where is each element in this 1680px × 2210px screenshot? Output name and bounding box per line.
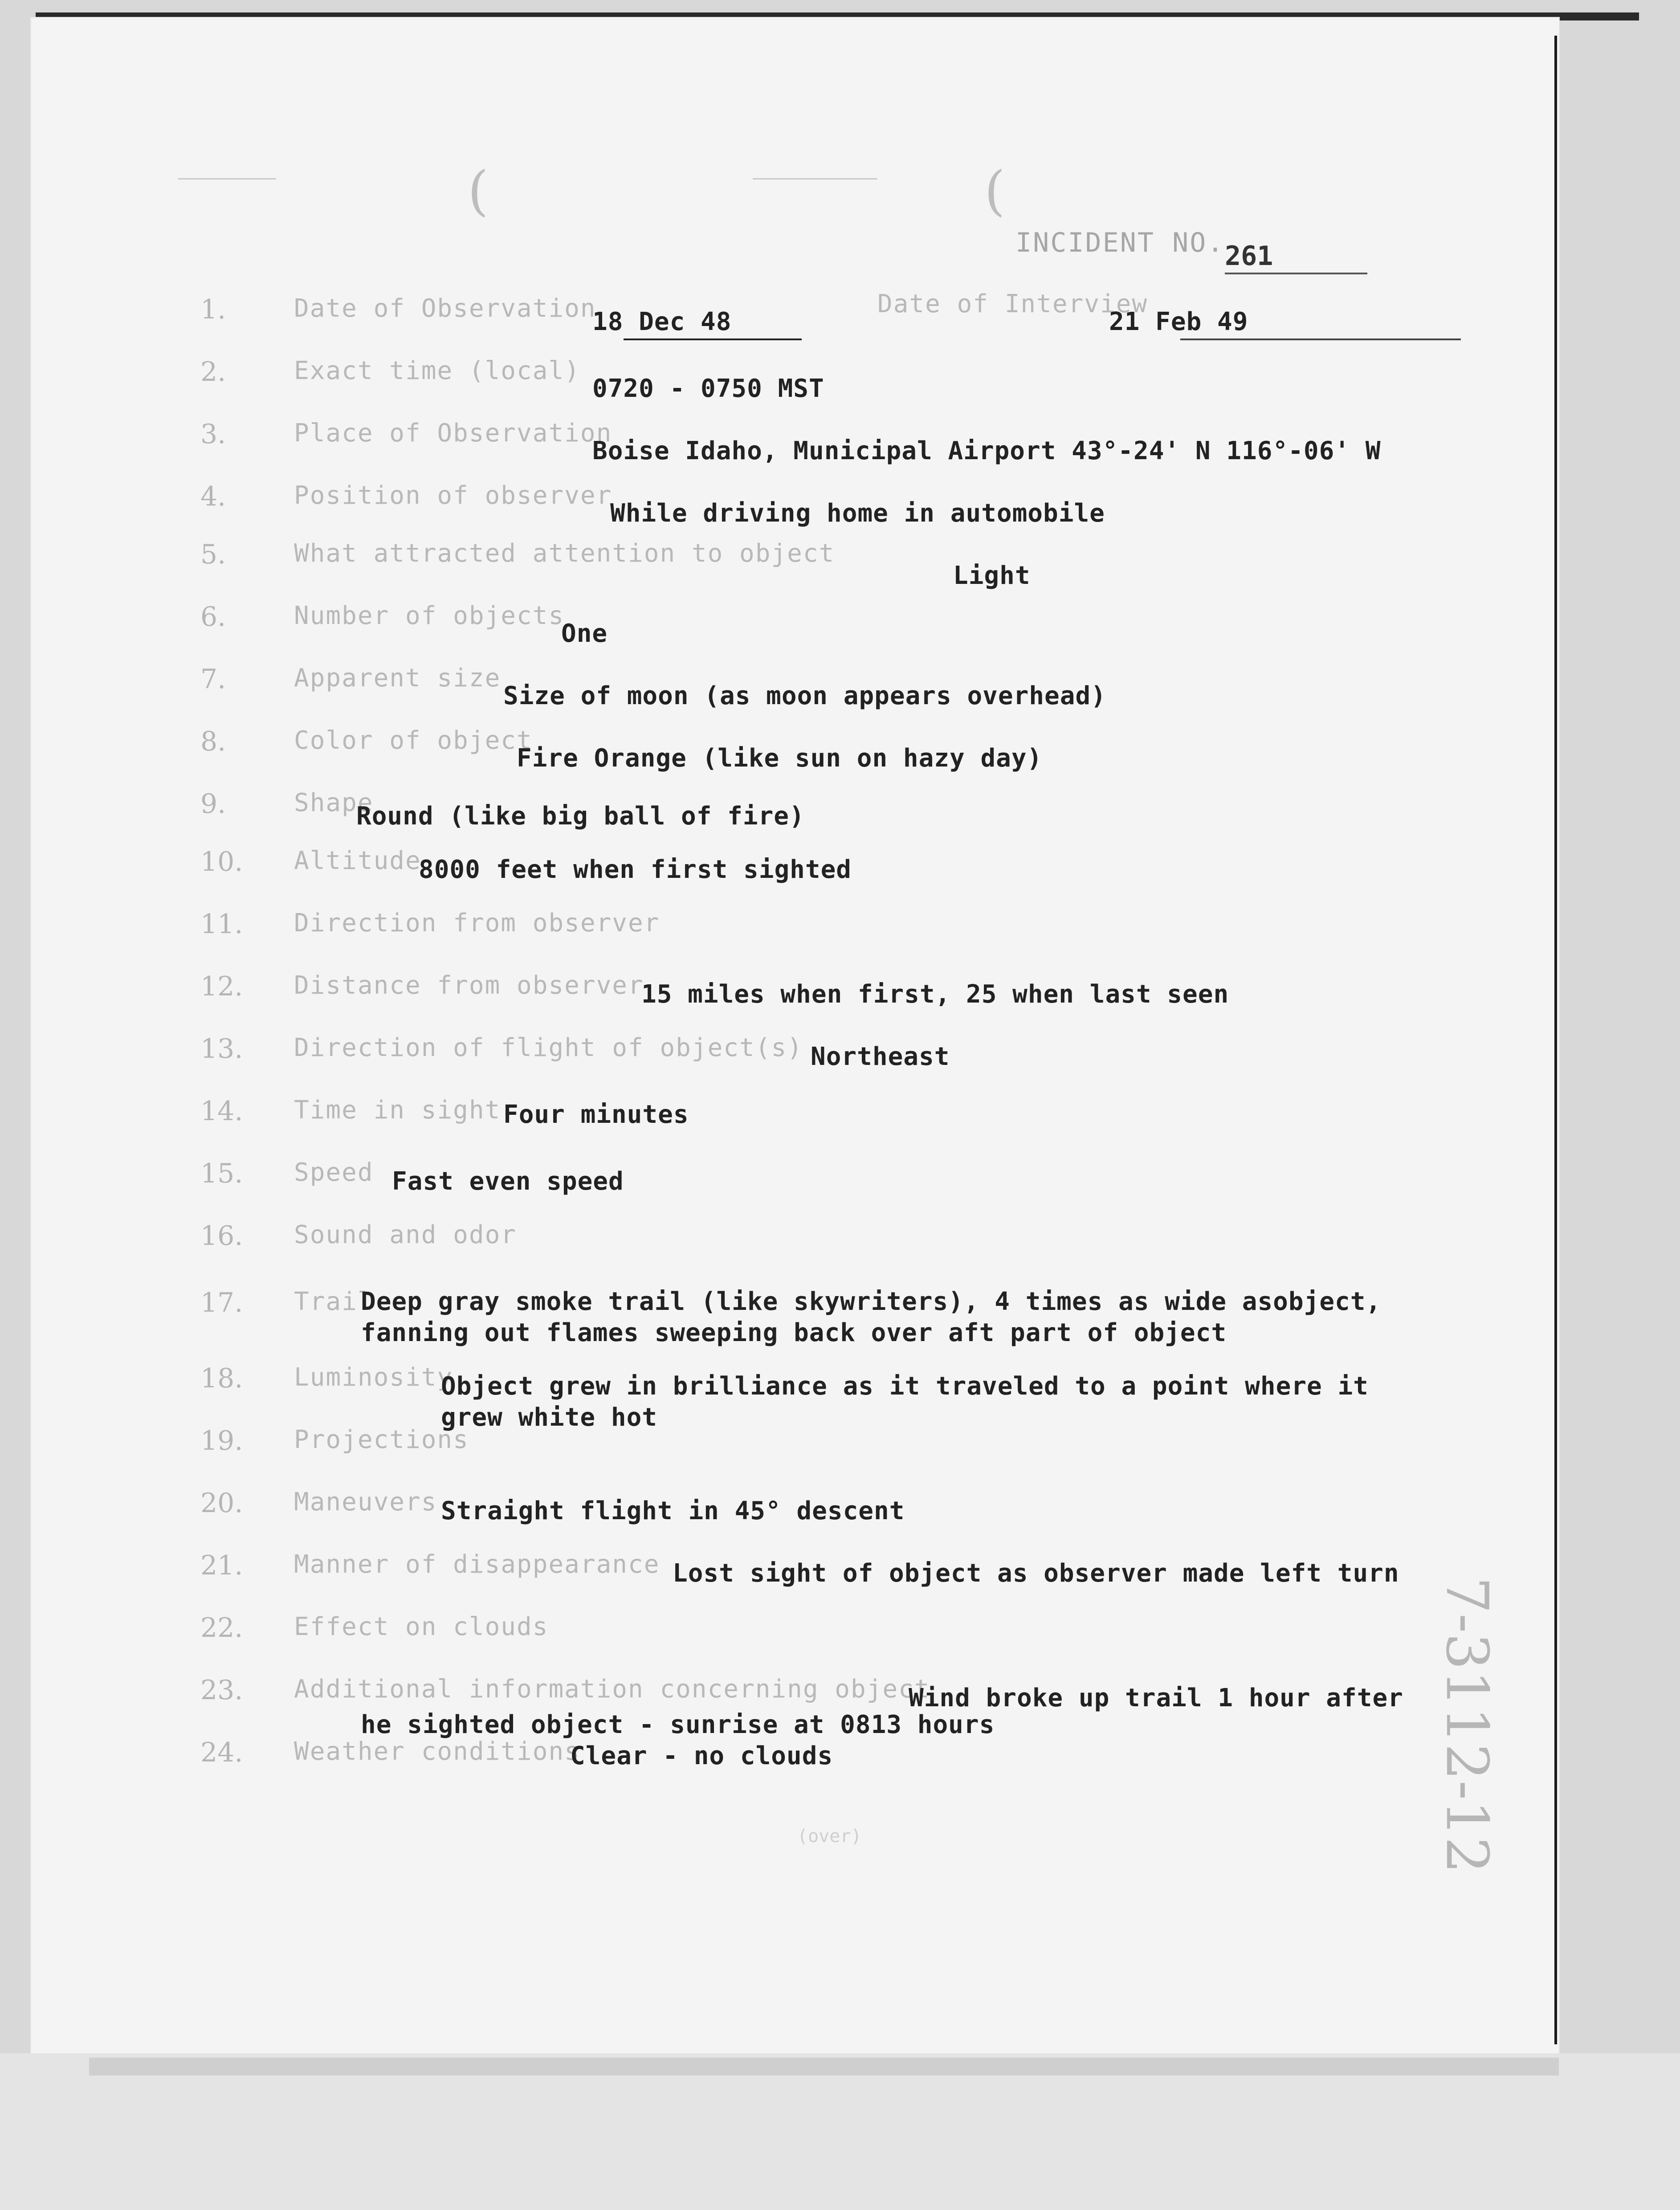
item-number: 2. [200,356,226,387]
item-answer: 18 Dec 48 [592,307,732,336]
item-answer: 15 miles when first, 25 when last seen [641,980,1229,1009]
item-answer: Deep gray smoke trail (like skywriters), 4 times as wide asobject, [361,1287,1382,1316]
form-row-10 [31,846,1559,895]
item-label: Position of observer [294,481,612,510]
item-answer: Straight flight in 45° descent [441,1496,905,1525]
form-row-13 [31,1033,1559,1082]
item-label: Altitude [294,846,421,875]
item-answer: Clear - no clouds [570,1741,833,1770]
item-number: 18. [200,1363,243,1394]
item-answer-line-2: fanning out flames sweeping back over aft part of object [361,1318,1227,1347]
form-row-22 [31,1612,1559,1661]
handwritten-margin-note: 7-3112-12 [1433,1577,1501,1874]
item-number: 17. [200,1287,243,1318]
item-answer: Northeast [811,1042,950,1071]
interview-label: Date of Interview [877,290,1148,318]
form-row-24 [31,1737,1559,1786]
punch-hole-mark: ( [984,160,1005,222]
item-label: Shape [294,788,374,817]
item-number: 20. [200,1488,243,1519]
item-number: 8. [200,726,226,757]
form-row-16 [31,1220,1559,1269]
item-label: Effect on clouds [294,1612,549,1641]
item-number: 24. [200,1737,243,1768]
item-label: Date of Observation [294,294,596,323]
form-row-7 [31,664,1559,713]
form-sheet [31,18,1559,2067]
form-row-8 [31,726,1559,775]
item-number: 7. [200,664,226,695]
item-answer: Boise Idaho, Municipal Airport 43°-24' N 116°-06' W [592,436,1381,465]
item-answer: Object grew in brilliance as it traveled to a point where it [441,1372,1369,1401]
form-row-9 [31,788,1559,837]
form-row-12 [31,971,1559,1020]
item-answer: Light [953,561,1031,590]
item-number: 16. [200,1220,243,1252]
interview-answer: 21 Feb 49 [1109,307,1248,336]
punch-hole-mark: ( [468,160,489,222]
form-row-20 [31,1488,1559,1537]
item-number: 9. [200,788,226,820]
item-answer: While driving home in automobile [610,499,1105,528]
form-row-19 [31,1425,1559,1474]
item-number: 12. [200,971,243,1002]
item-answer: Fast even speed [392,1167,624,1196]
scan-mark [178,178,276,179]
item-answer: Round (like big ball of fire) [356,802,805,831]
form-row-2 [31,356,1559,405]
form-row-3 [31,419,1559,468]
item-answer: Size of moon (as moon appears overhead) [503,681,1106,710]
item-label: Sound and odor [294,1220,517,1249]
item-answer: Four minutes [503,1100,689,1129]
item-label: Place of Observation [294,419,612,448]
item-number: 11. [200,909,243,940]
item-answer: 8000 feet when first sighted [419,855,852,884]
item-label: Direction from observer [294,909,660,938]
item-answer-line-2: he sighted object - sunrise at 0813 hours [361,1710,995,1739]
item-answer: One [561,619,608,648]
item-number: 13. [200,1033,243,1064]
item-number: 19. [200,1425,243,1456]
item-label: Exact time (local) [294,356,580,385]
form-row-15 [31,1158,1559,1207]
incident-label: INCIDENT NO. [1015,227,1225,258]
item-label: Color of object [294,726,533,755]
item-number: 22. [200,1612,243,1643]
item-label: Projections [294,1425,469,1454]
item-label: Luminosity [294,1363,453,1392]
strike-line [624,338,802,340]
form-row-1 [31,290,1559,343]
item-number: 10. [200,846,243,877]
item-number: 3. [200,419,226,450]
item-label: What attracted attention to object [294,539,835,568]
item-number: 1. [200,294,226,325]
form-row-17 [31,1287,1559,1372]
form-row-21 [31,1550,1559,1599]
item-label: Trail [294,1287,374,1316]
item-number: 21. [200,1550,243,1581]
item-label: Maneuvers [294,1488,437,1517]
item-number: 6. [200,601,226,632]
item-answer: Wind broke up trail 1 hour after [909,1684,1403,1713]
form-row-14 [31,1096,1559,1145]
item-number: 5. [200,539,226,570]
item-answer-line-2: grew white hot [441,1403,658,1432]
form-row-4 [31,481,1559,530]
item-label: Distance from observer [294,971,644,1000]
right-edge-rule [1554,36,1557,2044]
item-answer: Lost sight of object as observer made left turn [673,1559,1399,1588]
item-label: Speed [294,1158,374,1187]
item-label: Time in sight [294,1096,501,1125]
bottom-margin [0,2053,1680,2210]
item-label: Weather conditions [294,1737,580,1766]
over-note: (over) [797,1826,862,1847]
item-number: 23. [200,1675,243,1706]
incident-number: 261 [1225,241,1273,272]
form-row-5 [31,539,1559,588]
item-number: 14. [200,1096,243,1127]
item-label: Number of objects [294,601,565,630]
item-label: Apparent size [294,664,501,693]
form-row-6 [31,601,1559,650]
item-label: Additional information concerning object [294,1675,930,1704]
item-answer: Fire Orange (like sun on hazy day) [517,744,1043,773]
scan-mark [753,178,877,179]
form-row-11 [31,909,1559,958]
item-number: 15. [200,1158,243,1189]
incident-underline [1225,273,1367,274]
strike-line [1180,338,1461,340]
item-number: 4. [200,481,226,512]
item-answer: 0720 - 0750 MST [592,374,824,403]
item-label: Manner of disappearance [294,1550,660,1579]
item-label: Direction of flight of object(s) [294,1033,803,1062]
